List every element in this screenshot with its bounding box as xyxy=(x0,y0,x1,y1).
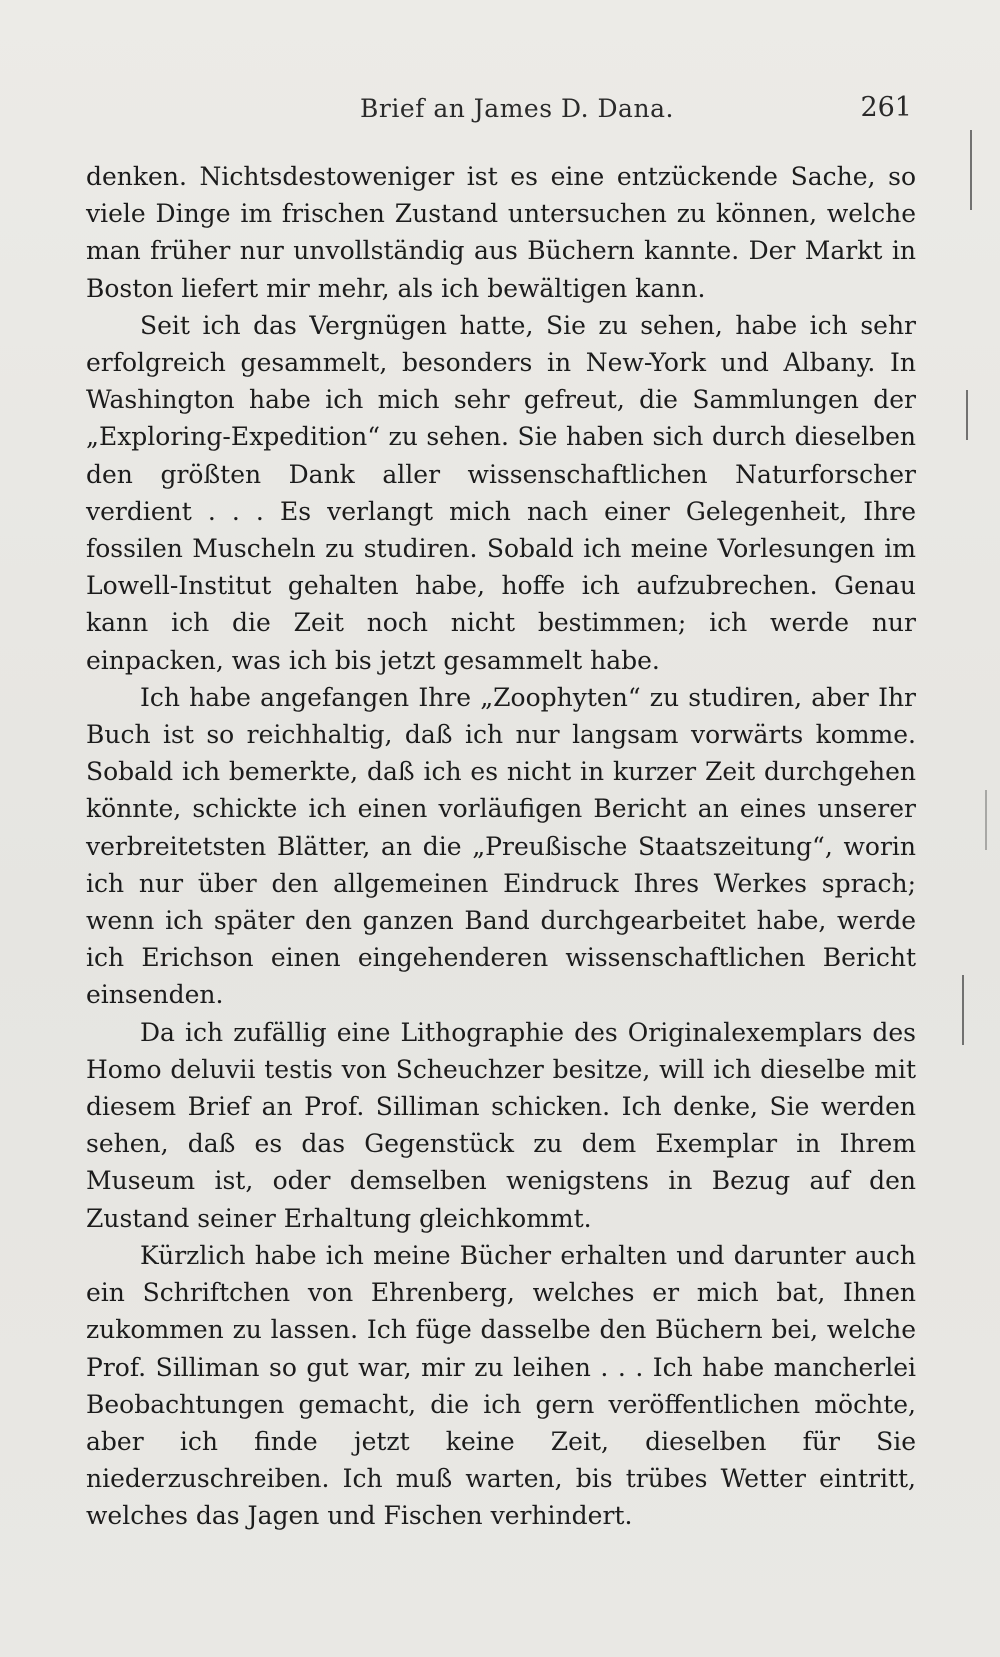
running-title: Brief an James D. Dana. xyxy=(360,94,674,123)
margin-pencil-mark xyxy=(970,130,972,210)
margin-pencil-mark xyxy=(985,790,987,850)
paragraph: Da ich zufällig eine Lithographie des Originalexemplars des Homo deluvii testis von Scheuchzer besitze, will ich dieselbe mit diesem Brief an Prof. Silliman schicken. Ich denke, Sie werden sehen, daß es das Gegenstück zu dem Exemplar in Ihrem Museum ist, oder demselben wenigstens in Bezug auf den Zustand seiner Erhaltung gleichkommt. xyxy=(86,1017,916,1233)
paragraph: Kürzlich habe ich meine Bücher erhalten und darunter auch ein Schriftchen von Ehrenberg, welches er mich bat, Ihnen zukommen zu lassen. Ich füge dasselbe den Büchern bei, welche Prof. Silliman so gut war, mir zu leihen . . . Ich habe mancherlei Beobachtungen gemacht, die ich gern veröffentlichen möchte, aber ich finde jetzt keine Zeit, dieselben für Sie niederzuschreiben. Ich muß warten, bis trübes Wetter eintritt, welches das Jagen und Fischen verhindert. xyxy=(86,1240,916,1531)
margin-pencil-mark xyxy=(962,975,964,1045)
page-number: 261 xyxy=(860,92,912,123)
paragraph: denken. Nichtsdestoweniger ist es eine entzückende Sache, so viele Dinge im frischen Zustand untersuchen zu können, welche man früher nur unvollständig aus Büchern kannte. Der Markt in Boston liefert mir mehr, als ich bewältigen kann. xyxy=(86,162,916,303)
margin-pencil-mark xyxy=(966,390,968,440)
paragraph: Ich habe angefangen Ihre „Zoophyten“ zu studiren, aber Ihr Buch ist so reichhaltig, daß ich nur langsam vorwärts komme. Sobald ich bemerkte, daß ich es nicht in kurzer Zeit durchgehen könnte, schickte ich einen vorläufigen Bericht an eines unserer verbreitetsten Blätter, an die „Preußische Staatszeitung“, worin ich nur über den allgemeinen Eindruck Ihres Werkes sprach; wenn ich später den ganzen Band durchgearbeitet habe, werde ich Erichson einen eingehenderen wissenschaftlichen Bericht einsenden. xyxy=(86,682,916,1010)
body-text xyxy=(86,158,916,1535)
paragraph: Seit ich das Vergnügen hatte, Sie zu sehen, habe ich sehr erfolgreich gesammelt, besonders in New-York und Albany. In Washington habe ich mich sehr gefreut, die Sammlungen der „Exploring-Expedition“ zu sehen. Sie haben sich durch dieselben den größten Dank aller wissenschaftlichen Naturforscher verdient . . . Es verlangt mich nach einer Gelegenheit, Ihre fossilen Muscheln zu studiren. Sobald ich meine Vorlesungen im Lowell-Institut gehalten habe, hoffe ich aufzubrechen. Genau kann ich die Zeit noch nicht bestimmen; ich werde nur einpacken, was ich bis jetzt gesammelt habe. xyxy=(86,310,916,675)
